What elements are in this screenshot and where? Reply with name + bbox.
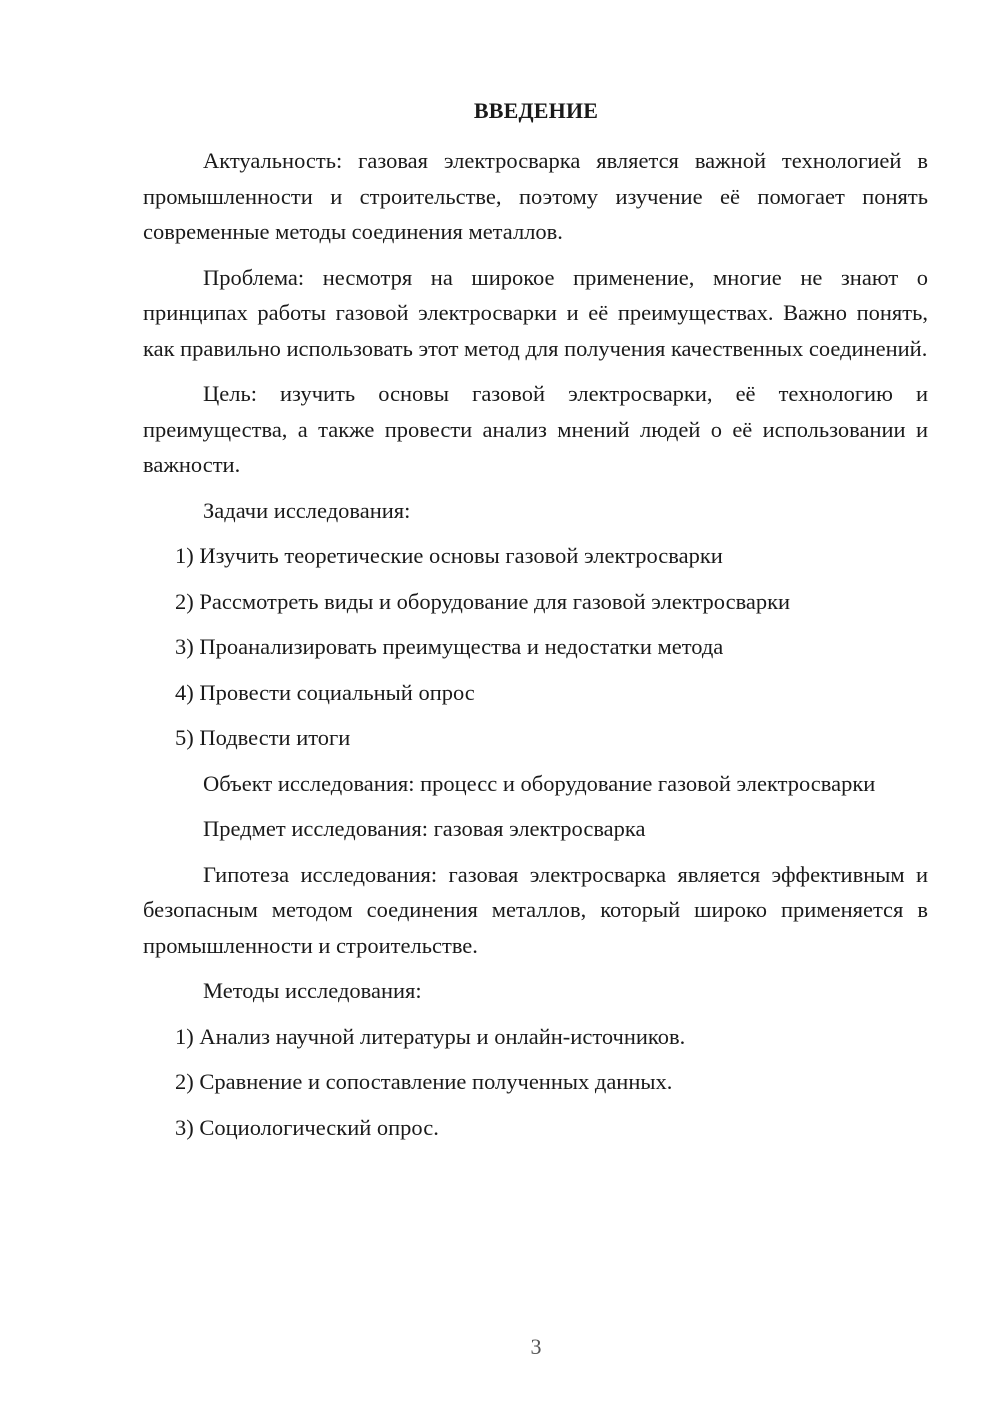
goal-paragraph: Цель: изучить основы газовой электросварки, её технологию и преимущества, а также провести анализ мнений людей о её использовании и важности.: [143, 381, 928, 477]
list-item: 5) Подвести итоги: [175, 725, 351, 750]
tasks-list: [143, 538, 928, 756]
list-item: 2) Рассмотреть виды и оборудование для газовой электросварки: [175, 588, 791, 614]
list-item: 2) Сравнение и сопоставление полученных данных.: [175, 1069, 673, 1094]
methods-heading: Методы исследования:: [203, 978, 422, 1003]
problem-paragraph: Проблема: несмотря на широкое применение, многие не знают о принципах работы газовой электросварки и её преимуществах. Важно понять, как правильно использовать этот метод для получения качественных соединений.: [143, 264, 928, 361]
list-item: 1) Анализ научной литературы и онлайн-источников.: [175, 1023, 686, 1049]
tasks-heading: Задачи исследования:: [203, 497, 411, 523]
hypothesis-paragraph: Гипотеза исследования: газовая электросварка является эффективным и безопасным методом соединения металлов, который широко применяется в промышленности и строительстве.: [143, 861, 928, 958]
list-item: 4) Провести социальный опрос: [175, 679, 475, 705]
list-item: 3) Социологический опрос.: [175, 1114, 439, 1140]
page-number: 3: [530, 1334, 542, 1359]
list-item: 1) Изучить теоретические основы газовой электросварки: [175, 543, 723, 568]
document-body: [143, 143, 928, 1155]
object-paragraph: Объект исследования: процесс и оборудование газовой электросварки: [203, 770, 876, 796]
list-item: 3) Проанализировать преимущества и недостатки метода: [175, 634, 724, 659]
subject-paragraph: Предмет исследования: газовая электросварка: [203, 816, 646, 841]
methods-list: [143, 1019, 928, 1146]
relevance-paragraph: Актуальность: газовая электросварка является важной технологией в промышленности и строительстве, поэтому изучение её помогает понять современные методы соединения металлов.: [143, 148, 928, 244]
page-title: ВВЕДЕНИЕ: [473, 98, 599, 123]
